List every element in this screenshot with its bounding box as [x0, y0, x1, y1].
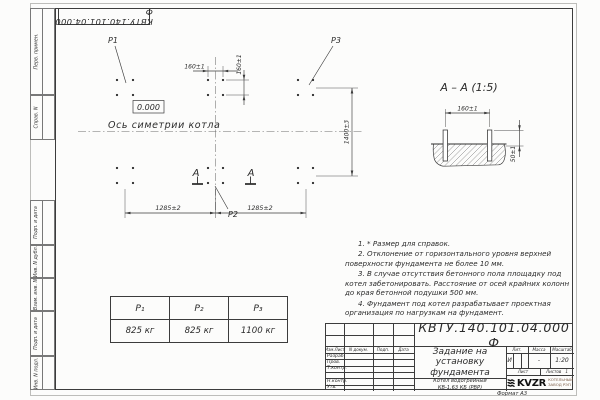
strip-label: Справ. N: [34, 106, 39, 129]
format-label: Формат А3: [497, 391, 528, 397]
coil-logo-icon: [507, 377, 515, 389]
scale-value: 1:20: [555, 357, 569, 364]
point-label-p3: P3: [331, 36, 341, 45]
strip-label: Подп. и дата: [34, 317, 39, 350]
load-table: [110, 296, 288, 343]
strip-label: Инв. N подл.: [34, 357, 40, 389]
strip-label: Взам. инв. N: [34, 278, 40, 311]
strip-label: Подп. и дата: [34, 206, 39, 239]
sign-row-nkontr: Н.контр.: [327, 378, 348, 384]
lit-value: И: [507, 357, 512, 364]
load-header-p2: P₂: [170, 297, 229, 320]
title-block: [325, 320, 573, 391]
sign-row-utv: Утв.: [327, 385, 337, 391]
lit-label: Лит.: [512, 347, 522, 352]
axis-of-symmetry-label: Ось симетрии котла: [108, 120, 221, 131]
company-name: КОТЕЛЬНЫЙ ЗАВОД РЭП: [548, 377, 573, 387]
strip-label: Перв. примен.: [34, 33, 40, 70]
rev-header-podp: Подп.: [376, 347, 390, 352]
sign-row-tkontr: Т.контр.: [327, 366, 347, 372]
mass-label: Масса: [532, 347, 546, 352]
rev-header-data: Дата: [398, 347, 409, 352]
rotated-doc-number: КВТУ.140.101.04.000 Ф: [55, 6, 153, 27]
point-label-p1: P1: [108, 36, 118, 45]
logo-text: KVZR: [516, 377, 547, 389]
dim-section-height: 50±1: [510, 145, 517, 163]
rev-header-docnum: N докум.: [349, 347, 368, 352]
company-logo: [507, 376, 573, 390]
dim-bolt-vertical: 160±1: [235, 54, 243, 75]
sheets-label: Листов: [546, 369, 562, 374]
note-line-1: 1. * Размер для справок.: [358, 239, 451, 248]
anchor-bolt-left: [443, 130, 447, 161]
load-header-p1: P₁: [111, 297, 170, 320]
section-view-title: А – А (1:5): [440, 81, 498, 94]
note-line-4: 4. Фундамент под котел разрабатывает проектная организация по нагрузкам на фундамент.: [345, 298, 551, 317]
load-value-p1: 825 кг: [111, 320, 170, 343]
rev-header-izm-list: Изм.Лист: [325, 347, 346, 352]
strip-label: Инв. N дубл.: [34, 245, 40, 278]
sheet-label: Лист: [517, 369, 529, 374]
dim-plan-height: 1400±3: [343, 119, 351, 145]
sign-row-razrab: Разраб.: [327, 353, 346, 359]
load-header-p3: P₃: [229, 297, 288, 320]
dim-bolt-horizontal: 160±1: [184, 63, 205, 71]
centerlines: [78, 57, 362, 213]
dim-section-width: 160±1: [457, 105, 478, 113]
dim-span-left: 1285±2: [155, 205, 181, 212]
load-value-p2: 825 кг: [170, 320, 229, 343]
doc-number: КВТУ.140.101.04.000 Ф: [418, 320, 570, 350]
anchor-bolt-right: [487, 130, 491, 161]
technical-notes: [345, 239, 572, 318]
section-letter-right: А: [247, 168, 255, 179]
load-table-header-row: [111, 297, 288, 320]
sheets-value: 1: [565, 369, 568, 374]
dim-span-right: 1285±2: [247, 205, 273, 212]
mass-value: -: [537, 357, 541, 364]
note-line-3: 3. В случае отсутствия бетонного пола площадку под котел забетонировать. Расстояние от осей крайних колонн до края бетонной подушки 500 мм.: [345, 269, 570, 298]
load-table-value-row: [111, 320, 288, 343]
scale-label: Масштаб: [552, 347, 572, 352]
note-line-2: 2. Отклонение от горизонтального уровня верхней поверхности фундамента не более 10 мм.: [345, 249, 552, 268]
point-label-p2: P2: [228, 210, 238, 219]
sign-row-prov: Пров.: [327, 359, 341, 365]
section-letter-left: А: [192, 168, 200, 179]
product-name: Котел водогрейный КВ-1,63 КБ (РВР): [433, 377, 487, 391]
load-value-p3: 1100 кг: [229, 320, 288, 343]
elevation-value: 0.000: [137, 103, 160, 112]
drawing-title: Задание на установку фундамента: [430, 346, 490, 378]
